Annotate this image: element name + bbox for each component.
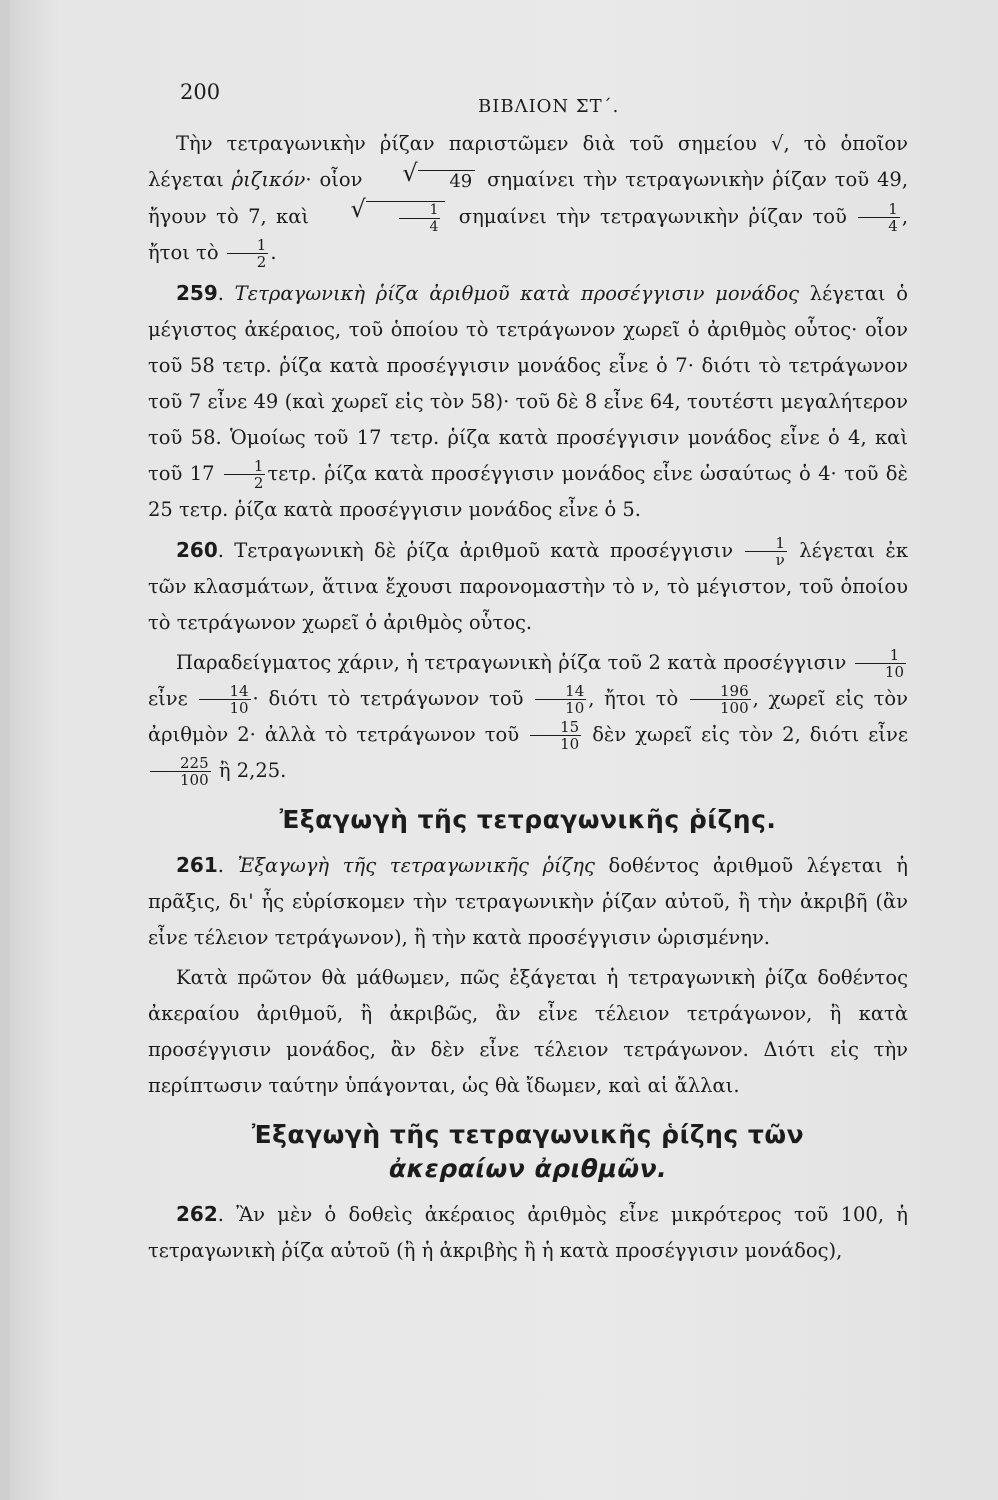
section-259: 259. Τετραγωνικὴ ῥίζα ἀριθμοῦ κατὰ προσέγγισιν μονάδος λέγεται ὁ μέγιστος ἀκέραιος, τοῦ ὁποίου τὸ τετράγωνον χωρεῖ ὁ ἀριθμὸς οὗτος· οἷον τοῦ 58 τετρ. ῥίζα κατὰ προσέγγισιν μονάδος εἶνε ὁ 7· διότι τὸ τετράγωνον τοῦ 7 εἶνε 49 (καὶ χωρεῖ εἰς τὸν 58)· τοῦ δὲ 8 εἶνε 64, τουτέστι μεγαλήτερον τοῦ 58. Ὁμοίως τοῦ 17 τετρ. ῥίζα κατὰ προσέγγισιν μονάδος εἶνε ὁ 4, καὶ τοῦ 17 $\frac{1}{2}$ τετρ. ῥίζα κατὰ προσέγγισιν μονάδος εἶνε ὡσαύτως ὁ 4· τοῦ δὲ 25 τετρ. ῥίζα κατὰ προσέγγισιν μονάδος εἶνε ὁ 5. [148,281,909,521]
page-edge [0,0,10,1500]
text: ἢ 2,25. [218,759,287,782]
fraction: $\frac{14}{10}$ [199,683,250,716]
section-number: 261 [176,853,218,877]
text: τετρ. ῥίζα κατὰ προσέγγισιν μονάδος εἶνε ὡσαύτως ὁ 4· τοῦ δὲ 25 τετρ. ῥίζα κατὰ προσέγγισιν μονάδος εἶνε ὁ 5. [148,462,909,521]
section-heading-2 [148,1118,908,1186]
text: , τὸ ὁποῖον λέγεται [148,132,908,191]
fraction: $\frac{196}{100}$ [690,683,751,716]
text: , ἤτοι τὸ [148,204,909,264]
intro-paragraph [148,126,908,271]
section-260 [148,532,908,641]
definition-term: Τετραγωνικὴ ῥίζα ἀριθμοῦ κατὰ προσέγγισιν μονάδος [234,282,800,305]
example-paragraph [148,645,908,789]
text: . [270,241,277,264]
text: λέγεται ἐκ τῶν κλασμάτων, ἅτινα ἔχουσι παρονομαστὴν τὸ ν, τὸ μέγιστον, τοῦ ὁποίου τὸ τετράγωνον χωρεῖ ὁ ἀριθμὸς οὗτος. [148,539,909,634]
section-heading: Ἐξαγωγὴ τῆς τετραγωνικῆς ῥίζης. [279,805,777,834]
fraction: $\frac{1}{\nu}$ [745,535,787,568]
heading-line: ἀκεραίων ἀριθμῶν. [388,1154,668,1183]
running-head: ΒΙΒΛΙΟΝ ΣΤ΄. [478,96,620,117]
section-262 [148,1196,908,1269]
text: λέγεται ὁ μέγιστος ἀκέραιος, τοῦ ὁποίου τὸ τετράγωνον χωρεῖ ὁ ἀριθμὸς οὗτος· οἷον τοῦ 58 τετρ. ῥίζα κατὰ προσέγγισιν μονάδος εἶνε ὁ 7· διότι τὸ τετράγωνον τοῦ 7 εἶνε 49 (καὶ χωρεῖ εἰς τὸν 58)· τοῦ δὲ 8 εἶνε 64, τουτέστι μεγαλήτερον τοῦ 58. Ὁμοίως τοῦ 17 τετρ. ῥίζα κατὰ προσέγγισιν μονάδος εἶνε ὁ 4, καὶ τοῦ 17 [148,282,908,485]
radical-sign: √ [402,158,418,187]
root-49 [374,158,475,199]
heading-line: Ἐξαγωγὴ τῆς τετραγωνικῆς ῥίζης τῶν [251,1120,805,1149]
text: , χωρεῖ εἰς τὸν ἀριθμὸν 2· ἀλλὰ τὸ τετράγωνον τοῦ [148,687,909,746]
text: Παραδείγματος χάριν, ἡ τετραγωνικὴ ῥίζα τοῦ 2 κατὰ προσέγγισιν [176,651,847,674]
fraction: $\frac{1}{4}$ [399,202,440,235]
text: δοθέντος ἀριθμοῦ λέγεται ἡ πρᾶξις, δι' ἧς εὑρίσκομεν τὴν τετραγωνικὴν ῥίζαν αὐτοῦ, ἢ τὴν ἀκριβῆ (ἂν εἶνε τέλειον τετράγωνον), ἢ τὴν κατὰ προσέγγισιν ὡρισμένην. [148,854,908,949]
text: , ἤτοι τὸ [588,687,679,710]
body-paragraph: Κατὰ πρῶτον θὰ μάθωμεν, πῶς ἐξάγεται ἡ τετραγωνικὴ ῥίζα δοθέντος ἀκεραίου ἀριθμοῦ, ἢ ἀκριβῶς, ἂν εἶνε τέλειον τετράγωνον, ἢ κατὰ προσέγγισιν μονάδος, ἂν δὲν εἶνε τέλειον τετράγωνον. Διότι εἰς τὴν περίπτωσιν ταύτην ὑπάγονται, ὡς θὰ ἴδωμεν, καὶ αἱ ἄλλαι. [148,966,908,1097]
text: Τὴν τετραγωνικὴν ῥίζαν παριστῶμεν διὰ τοῦ σημείου [176,132,757,155]
section-261: 261. Ἐξαγωγὴ τῆς τετραγωνικῆς ῥίζης δοθέντος ἀριθμοῦ λέγεται ἡ πρᾶξις, δι' ἧς εὑρίσκομεν τὴν τετραγωνικὴν ῥίζαν αὐτοῦ, ἢ τὴν ἀκριβῆ (ἂν εἶνε τέλειον τετράγωνον), ἢ τὴν κατὰ προσέγγισιν ὡρισμένην. [148,853,908,949]
text: · οἷον [305,168,363,191]
page-header [0,76,998,116]
text: σημαίνει τὴν τετραγωνικὴν ῥίζαν τοῦ 49, ἤγουν τὸ 7, καὶ [148,168,909,228]
fraction: $\frac{1}{2}$ [227,237,269,270]
fraction: $\frac{14}{10}$ [535,683,586,716]
fraction: $\frac{1}{4}$ [858,201,900,234]
fraction: $\frac{1}{2}$ [224,458,266,491]
fraction: $\frac{15}{10}$ [530,719,581,752]
radical-symbol: √ [771,132,784,155]
section-number: 259 [176,281,218,305]
section-number: 262 [176,1202,218,1226]
radical-sign: √ [350,195,366,223]
radicand: 49 [418,170,475,193]
text: σημαίνει τὴν τετραγωνικὴν ῥίζαν τοῦ [458,204,847,228]
term-rizikon: ῥιζικόν [231,168,306,191]
fraction: $\frac{1}{10}$ [855,647,906,680]
page-body [148,126,908,1273]
text: . Ἂν μὲν ὁ δοθεὶς ἀκέραιος ἀριθμὸς εἶνε μικρότερος τοῦ 100, ἡ τετραγωνικὴ ῥίζα αὐτοῦ (ἢ ἡ ἀκριβὴς ἢ ἡ κατὰ προσέγγισιν μονάδος), [148,1203,908,1262]
text: εἶνε [148,687,188,710]
definition-term: Ἐξαγωγὴ τῆς τετραγωνικῆς ῥίζης [237,854,595,877]
root-one-quarter [322,195,445,235]
radicand [366,201,445,235]
fraction: $\frac{225}{100}$ [150,755,211,788]
text: · διότι τὸ τετράγωνον τοῦ [252,687,524,710]
page-number: 200 [180,80,221,104]
text: δὲν χωρεῖ εἰς τὸν 2, διότι εἶνε [592,723,909,746]
text: . Τετραγωνικὴ δὲ ῥίζα ἀριθμοῦ κατὰ προσέγγισιν [217,539,734,562]
section-number: 260 [176,538,218,562]
